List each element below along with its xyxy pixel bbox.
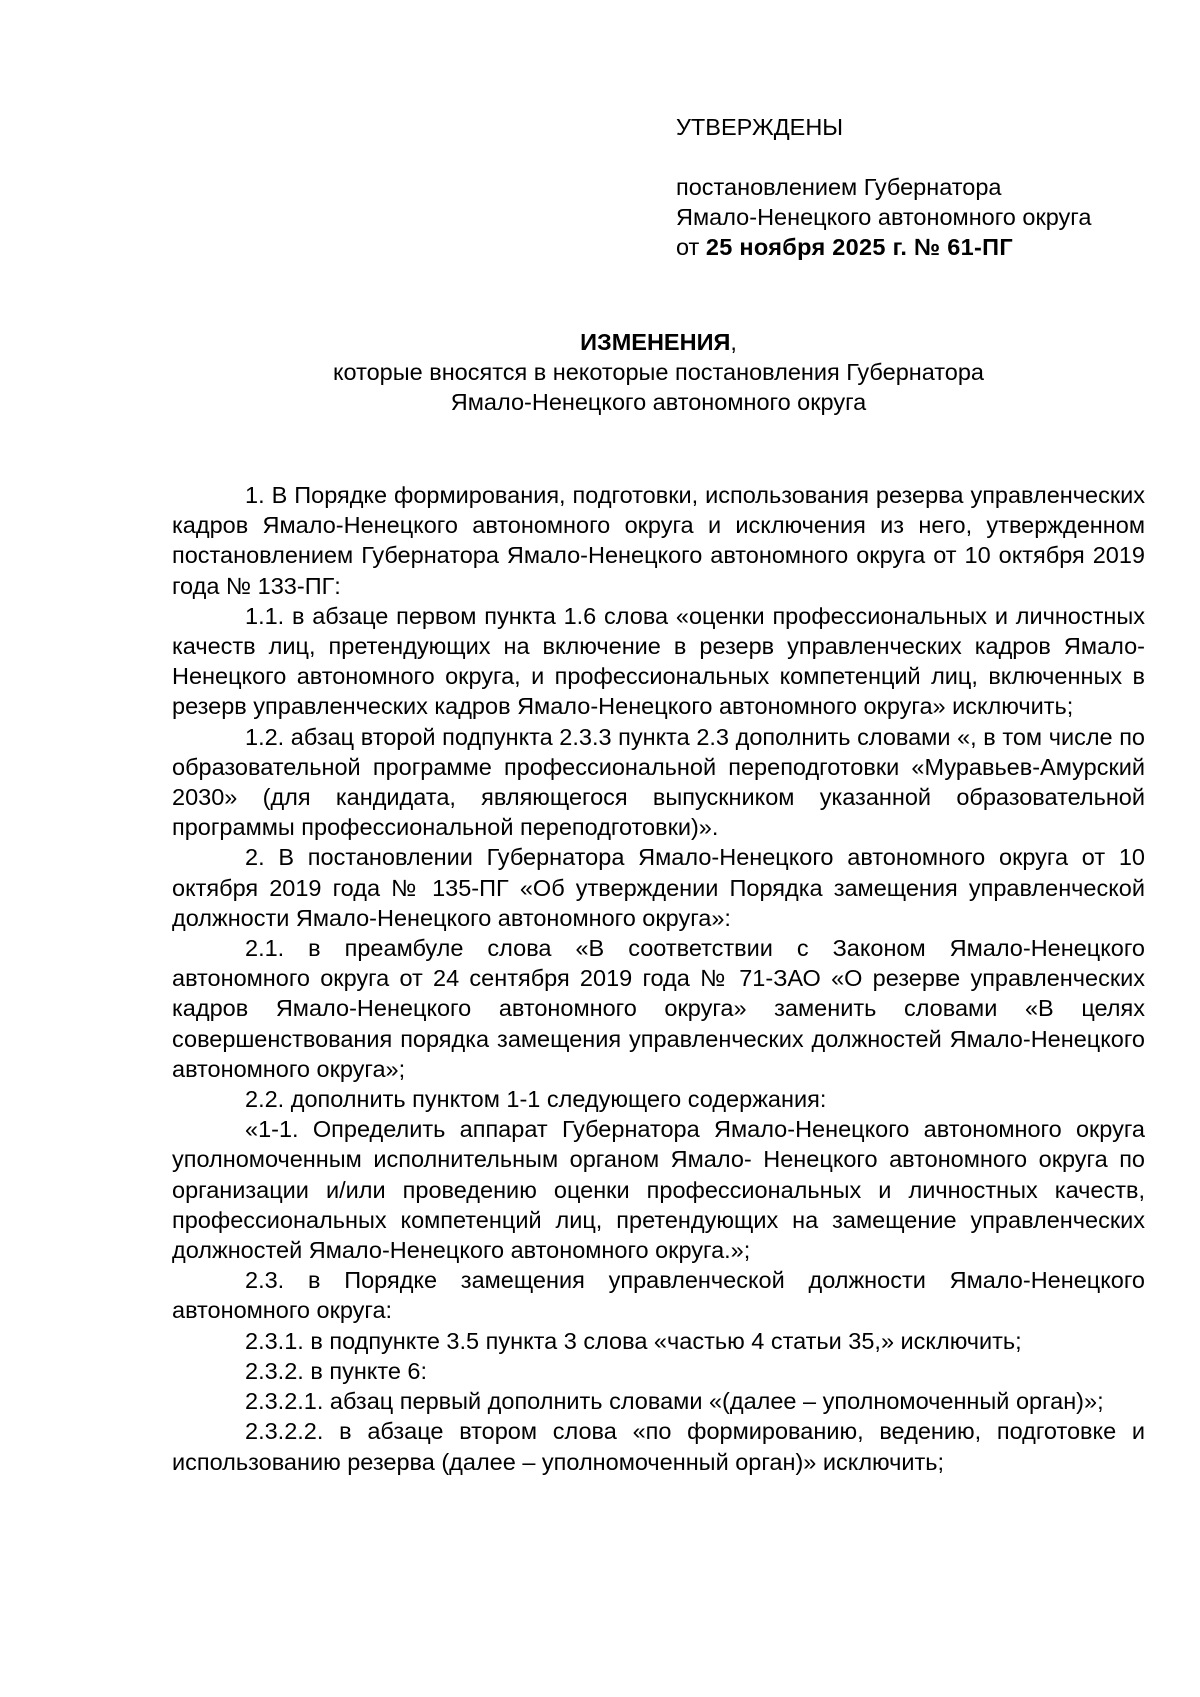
document-body bbox=[172, 480, 1145, 1477]
paragraph-1-2: 1.2. абзац второй подпункта 2.3.3 пункта 2.3 дополнить словами «, в том числе по образовательной программе профессиональной переподготовки «Муравьев-Амурский 2030» (для кандидата, являющегося выпускником указанной образовательной программы профессиональной переподготовки)». bbox=[172, 723, 1145, 841]
paragraph-2-1: 2.1. в преамбуле слова «В соответствии с Законом Ямало-Ненецкого автономного округа от 24 сентября 2019 года № 71-ЗАО «О резерве управленческих кадров Ямало-Ненецкого автономного округа» заменить словами «В целях совершенствования порядка замещения управленческих должностей Ямало-Ненецкого автономного округа»; bbox=[172, 935, 1145, 1082]
paragraph-2-3-2-2: 2.3.2.2. в абзаце втором слова «по формированию, ведению, подготовке и использованию резерва (далее – уполномоченный орган)» исключить; bbox=[172, 1418, 1145, 1475]
approval-date-prefix: от bbox=[676, 234, 700, 260]
paragraph-1: 1. В Порядке формирования, подготовки, использования резерва управленческих кадров Ямало-Ненецкого автономного округа и исключения из него, утвержденном постановлением Губернатора Ямало-Ненецкого автономного округа от 10 октября 2019 года № 133-ПГ: bbox=[172, 482, 1145, 599]
paragraph-2-3-2-1: 2.3.2.1. абзац первый дополнить словами «(далее – уполномоченный орган)»; bbox=[245, 1388, 1104, 1415]
title-subtitle-1: которые вносятся в некоторые постановления Губернатора bbox=[332, 359, 984, 385]
paragraph-2-2: 2.2. дополнить пунктом 1-1 следующего содержания: bbox=[245, 1086, 827, 1113]
approval-line-1: постановлением Губернатора bbox=[676, 174, 1002, 200]
title-subtitle-2: Ямало-Ненецкого автономного округа bbox=[450, 389, 867, 415]
approval-stamp: УТВЕРЖДЕНЫ bbox=[676, 114, 844, 140]
paragraph-2: 2. В постановлении Губернатора Ямало-Ненецкого автономного округа от 10 октября 2019 года № 135-ПГ «Об утверждении Порядка замещения управленческой должности Ямало-Ненецкого автономного округа»: bbox=[172, 844, 1145, 931]
paragraph-1-1-quote: «1-1. Определить аппарат Губернатора Ямало-Ненецкого автономного округа уполномоченным исполнительным органом Ямало- Ненецкого автономного округа по организации и/или проведению оценки профессиональных и личностных качеств, профессиональных компетенций лиц, претендующих на замещение управленческих должностей Ямало-Ненецкого автономного округа.»; bbox=[172, 1116, 1145, 1264]
approval-date-line bbox=[676, 232, 1176, 262]
title-heading-punct: , bbox=[730, 329, 737, 355]
decree-date-number: 25 ноября 2025 г. № 61-ПГ bbox=[705, 234, 1013, 260]
title-heading: ИЗМЕНЕНИЯ bbox=[580, 329, 731, 355]
paragraph-1-1: 1.1. в абзаце первом пункта 1.6 слова «оценки профессиональных и личностных качеств лиц, претендующих на включение в резерв управленческих кадров Ямало-Ненецкого автономного округа, и профессиональных компетенций лиц, включенных в резерв управленческих кадров Ямало-Ненецкого автономного округа» исключить; bbox=[172, 602, 1145, 720]
paragraph-2-3: 2.3. в Порядке замещения управленческой должности Ямало-Ненецкого автономного округа: bbox=[172, 1267, 1145, 1324]
document-title-block bbox=[172, 327, 1145, 417]
approval-block bbox=[676, 112, 1176, 262]
document-title bbox=[172, 327, 1145, 357]
paragraph-2-3-1: 2.3.1. в подпункте 3.5 пункта 3 слова «частью 4 статьи 35,» исключить; bbox=[245, 1327, 1022, 1354]
approval-line-2: Ямало-Ненецкого автономного округа bbox=[676, 204, 1092, 230]
paragraph-2-3-2: 2.3.2. в пункте 6: bbox=[245, 1357, 428, 1384]
